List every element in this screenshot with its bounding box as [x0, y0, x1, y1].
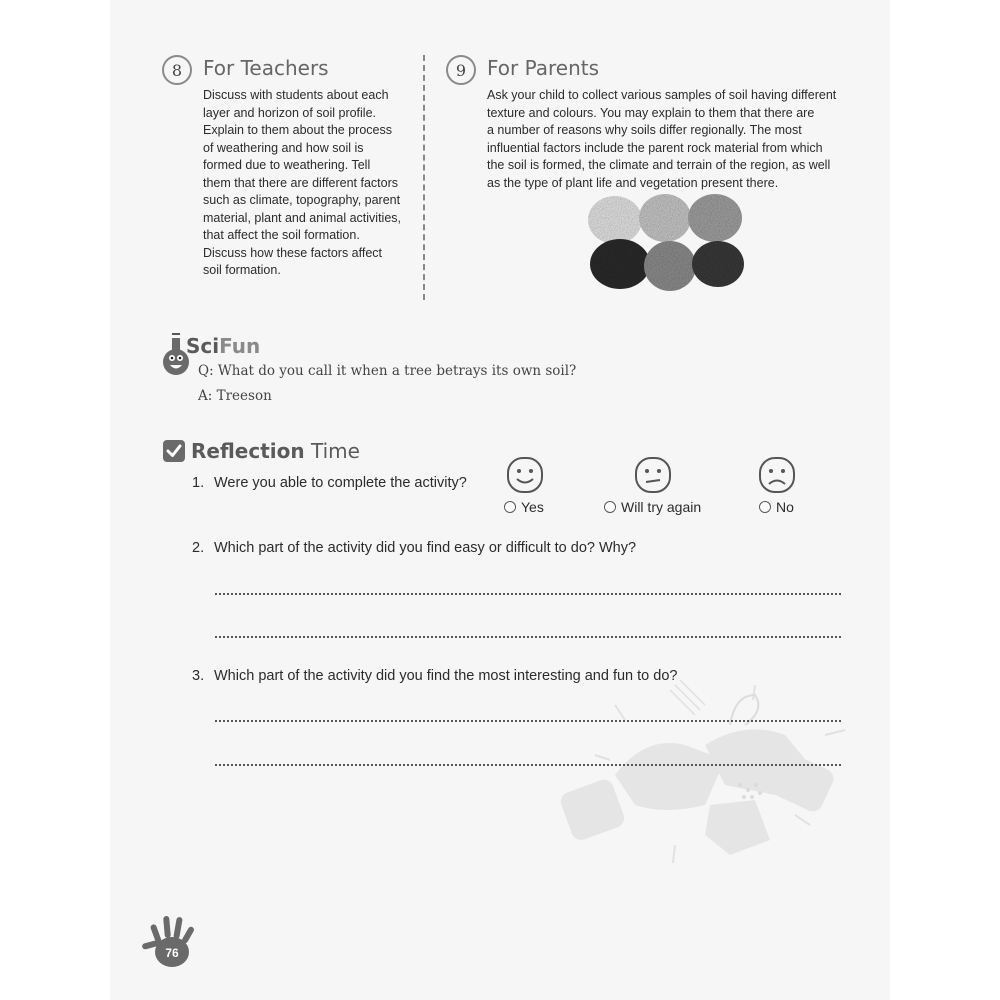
teachers-body: [203, 87, 418, 280]
teachers-line: Discuss with students about each: [203, 88, 389, 102]
reflection-title-rest: Time: [304, 439, 360, 463]
teachers-line: such as climate, topography, parent: [203, 193, 401, 207]
page-number: 76: [165, 946, 179, 960]
option-no[interactable]: [759, 499, 794, 515]
teachers-line: of weathering and how soil is: [203, 140, 364, 155]
checkbox-checked-icon: [162, 439, 186, 463]
parents-line: texture and colours. You may explain to them that there are: [487, 105, 815, 120]
parents-line: a number of reasons why soils differ regionally. The most: [487, 123, 802, 137]
parents-section-number: 9: [446, 55, 476, 85]
option-yes-label: Yes: [521, 499, 544, 515]
parents-section-title: For Parents: [487, 56, 600, 80]
question-1-number: 1.: [192, 475, 205, 491]
reflection-title-bold: Reflection: [191, 439, 305, 463]
teachers-line: formed due to weathering. Tell: [203, 158, 371, 172]
reflection-title: [191, 439, 360, 463]
scifun-question: Q: What do you call it when a tree betrays its own soil?: [198, 363, 577, 379]
teachers-line: them that there are different factors: [203, 175, 399, 190]
question-1-text: Were you able to complete the activity?: [214, 475, 467, 491]
soil-samples-image: [585, 192, 745, 294]
question-2-text: Which part of the activity did you find easy or difficult to do? Why?: [214, 540, 637, 556]
parents-line: influential factors include the parent rock material from which: [487, 140, 823, 155]
teachers-line: that affect the soil formation.: [203, 228, 360, 242]
hand-print-icon: [140, 912, 206, 972]
scifun-title-fun: Fun: [219, 334, 261, 358]
answer-line-2b[interactable]: [215, 636, 841, 638]
scifun-title: [186, 334, 260, 358]
teachers-line: Explain to them about the process: [203, 123, 393, 137]
scifun-answer: A: Treeson: [198, 388, 272, 404]
parents-line: Ask your child to collect various samples of soil having different: [487, 88, 837, 102]
question-2-number: 2.: [192, 540, 205, 556]
column-divider: [423, 55, 425, 300]
option-yes[interactable]: [504, 499, 544, 515]
teachers-section-number: 8: [162, 55, 192, 85]
answer-line-3a[interactable]: [215, 720, 841, 722]
teachers-line: Discuss how these factors affect: [203, 245, 383, 260]
question-3-number: 3.: [192, 668, 205, 684]
happy-face-icon: [506, 456, 544, 494]
question-3-text: Which part of the activity did you find the most interesting and fun to do?: [214, 668, 678, 684]
teachers-line: material, plant and animal activities,: [203, 210, 402, 225]
option-will-try-again-label: Will try again: [621, 499, 702, 515]
teachers-section-title: For Teachers: [203, 56, 329, 80]
answer-line-3b[interactable]: [215, 764, 841, 766]
teachers-line: soil formation.: [203, 263, 281, 277]
teachers-line: layer and horizon of soil profile.: [203, 105, 377, 120]
option-no-label: No: [776, 499, 794, 515]
answer-line-2a[interactable]: [215, 593, 841, 595]
parents-line: as the type of plant life and vegetation present there.: [487, 175, 779, 190]
sad-face-icon: [758, 456, 796, 494]
radio-no[interactable]: [759, 501, 771, 513]
parents-line: the soil is formed, the climate and terrain of the region, as well: [487, 158, 831, 172]
radio-will-try-again[interactable]: [604, 501, 616, 513]
parents-body: [487, 87, 857, 192]
option-will-try-again[interactable]: [604, 499, 701, 515]
radio-yes[interactable]: [504, 501, 516, 513]
scifun-title-sci: Sci: [186, 334, 220, 358]
neutral-face-icon: [634, 456, 672, 494]
